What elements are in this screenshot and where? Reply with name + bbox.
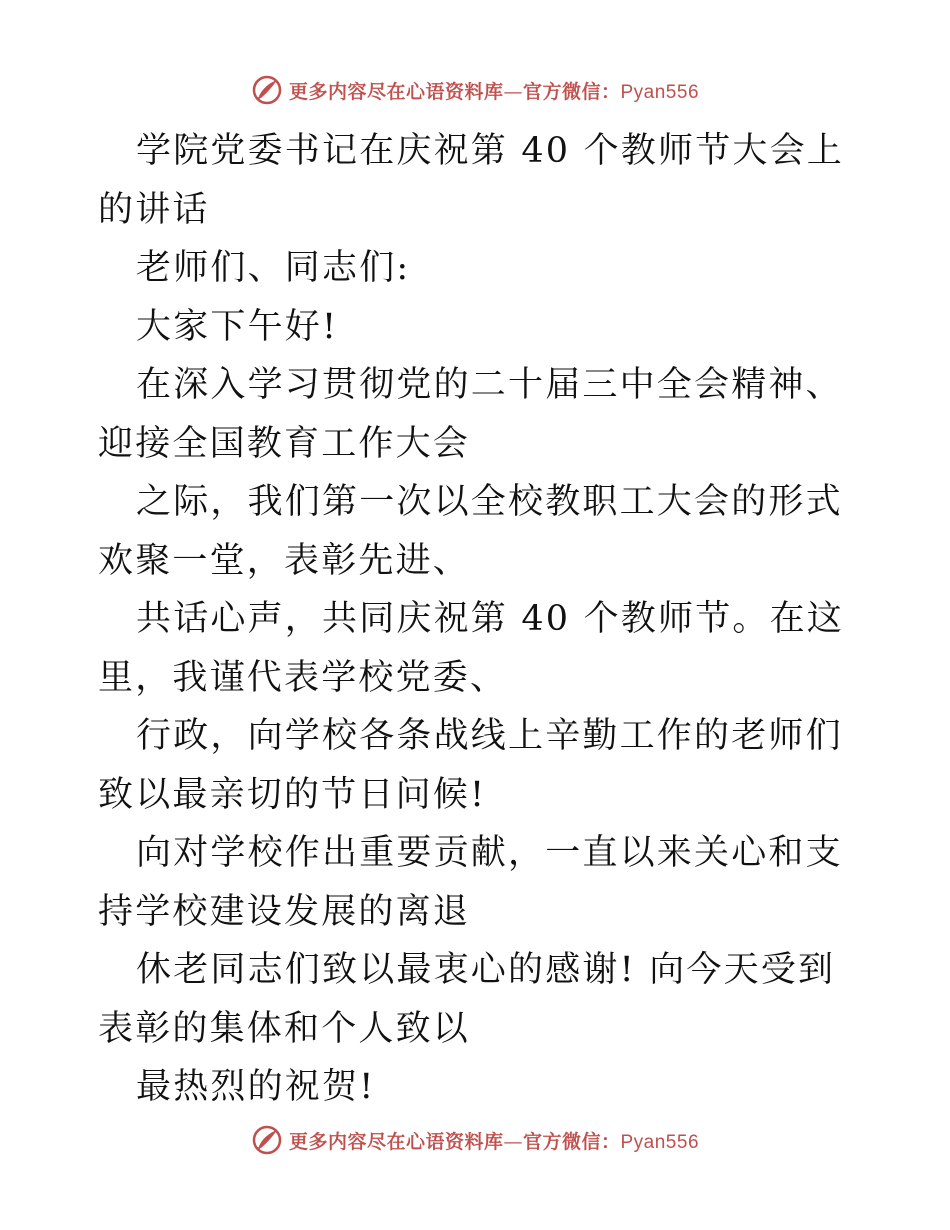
footer-watermark-banner (0, 1120, 950, 1160)
document-body (98, 122, 858, 1117)
body-paragraph: 共话心声，共同庆祝第 40 个教师节。在这里，我谨代表学校党委、 (98, 599, 844, 698)
quill-logo-icon (251, 1124, 283, 1156)
body-paragraph: 之际，我们第一次以全校教职工大会的形式欢聚一堂，表彰先进、 (98, 482, 843, 581)
header-watermark-banner (0, 70, 950, 110)
brand-name: 更多内容尽在心语资料库 (288, 1130, 504, 1153)
body-paragraph: 行政，向学校各条战线上辛勤工作的老师们致以最亲切的节日问候! (98, 716, 843, 815)
salutation: 老师们、同志们: (136, 248, 411, 288)
body-paragraph: 向对学校作出重要贡献，一直以来关心和支持学校建设发展的离退 (98, 833, 843, 932)
body-paragraph: 最热烈的祝贺! (136, 1067, 376, 1107)
wechat-label: 官方微信： (522, 80, 621, 103)
speech-title: 学院党委书记在庆祝第 40 个教师节大会上的讲话 (98, 131, 844, 230)
brand-dash: — (503, 80, 523, 103)
wechat-id: Pyan556 (620, 1131, 700, 1153)
body-paragraph: 在深入学习贯彻党的二十届三中全会精神、迎接全国教育工作大会 (98, 365, 843, 464)
brand-name: 更多内容尽在心语资料库 (288, 80, 504, 103)
wechat-label: 官方微信： (522, 1130, 621, 1153)
quill-logo-icon (251, 74, 283, 106)
wechat-id: Pyan556 (620, 81, 700, 103)
watermark-text (289, 77, 699, 104)
brand-dash: — (503, 1130, 523, 1153)
body-paragraph: 休老同志们致以最衷心的感谢! 向今天受到表彰的集体和个人致以 (98, 950, 836, 1049)
watermark-text (289, 1127, 699, 1154)
greeting: 大家下午好! (136, 306, 339, 347)
